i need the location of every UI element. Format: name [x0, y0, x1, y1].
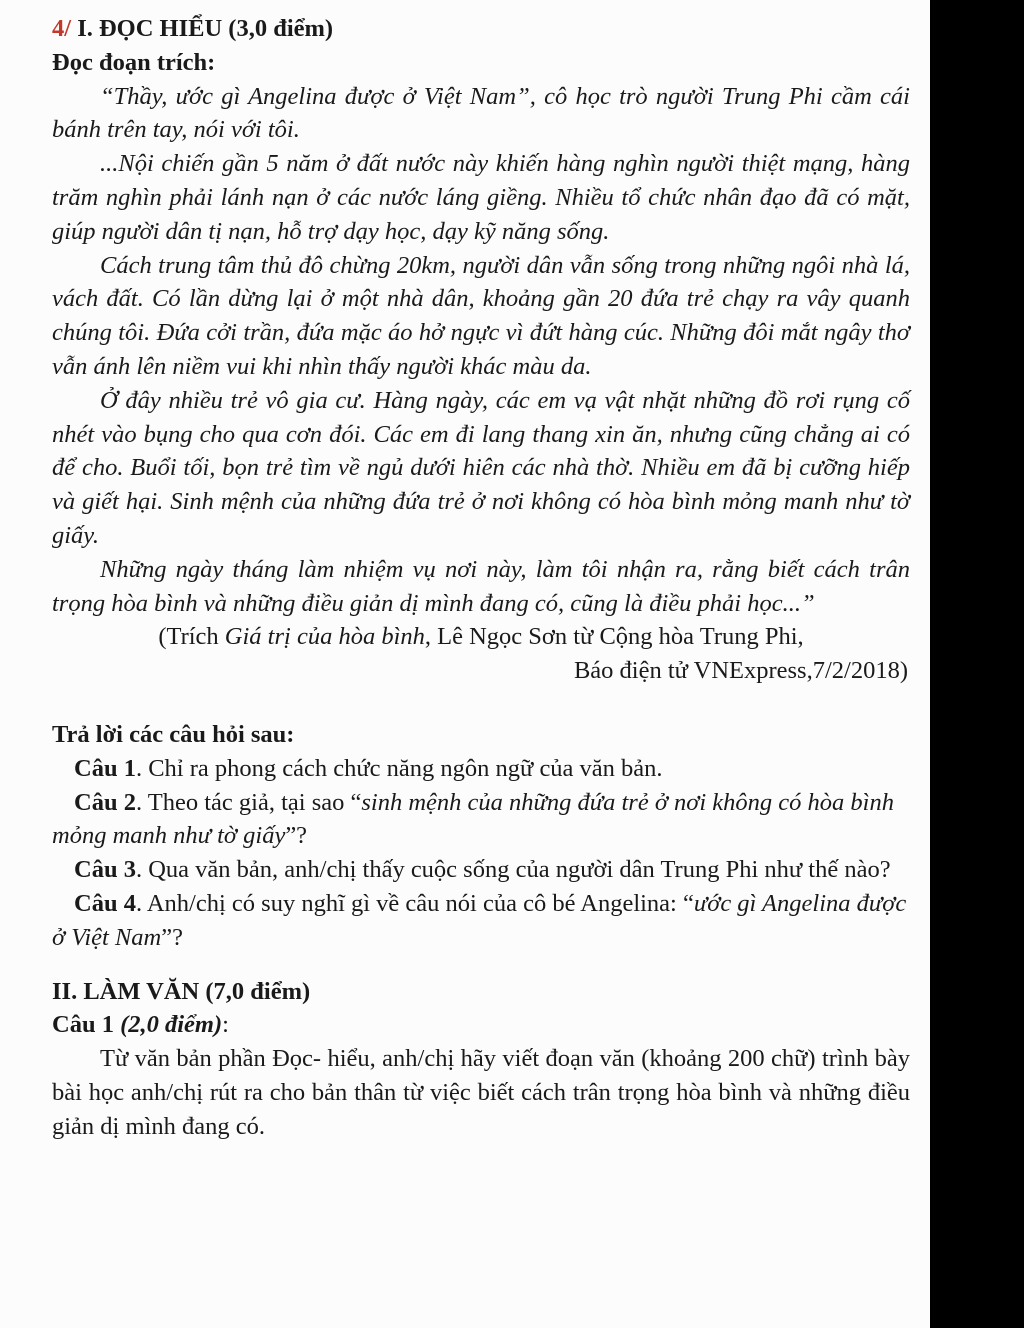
citation-line-1: (Trích Giá trị của hòa bình, Lê Ngọc Sơn từ Cộng hòa Trung Phi,	[158, 623, 804, 651]
question-2: Câu 2. Theo tác giả, tại sao “sinh mệnh của những đứa trẻ ở nơi không có hòa bình mỏng manh như tờ giấy”?	[52, 788, 894, 850]
points: (2,0 điểm)	[120, 1011, 223, 1039]
section-heading	[52, 12, 910, 46]
question-1: Câu 1. Chỉ ra phong cách chức năng ngôn ngữ của văn bản.	[74, 754, 663, 782]
section-title: I. ĐỌC HIỂU (3,0 điểm)	[77, 15, 334, 42]
excerpt-paragraph: ...Nội chiến gần 5 năm ở đất nước này khiến hàng nghìn người thiệt mạng, hàng trăm nghìn phải lánh nạn ở các nước láng giềng. Nhiều tổ chức nhân đạo đã có mặt, giúp người dân tị nạn, hỗ trợ dạy học, dạy kỹ năng sống.	[52, 150, 910, 245]
part2-question-heading: Câu 1 (2,0 điểm):	[52, 1011, 229, 1039]
excerpt-paragraph: Cách trung tâm thủ đô chừng 20km, người dân vẫn sống trong những ngôi nhà lá, vách đất. Có lần dừng lại ở một nhà dân, khoảng gần 20 đứa trẻ chạy ra vây quanh chúng tôi. Đứa cởi trần, đứa mặc áo hở ngực vì đứt hàng cúc. Những đôi mắt ngây thơ vẫn ánh lên niềm vui khi nhìn thấy người khác màu da.	[52, 251, 910, 380]
read-label: Đọc đoạn trích:	[52, 48, 216, 76]
question-3: Câu 3. Qua văn bản, anh/chị thấy cuộc sống của người dân Trung Phi như thế nào?	[74, 856, 891, 884]
excerpt-paragraph: Những ngày tháng làm nhiệm vụ nơi này, làm tôi nhận ra, rằng biết cách trân trọng hòa bình và những điều giản dị mình đang có, cũng là điều phải học...”	[52, 555, 910, 617]
excerpt-paragraph: “Thầy, ước gì Angelina được ở Việt Nam”, cô học trò người Trung Phi cầm cái bánh trên tay, nói với tôi.	[52, 82, 910, 144]
part2-question-text: Từ văn bản phần Đọc- hiểu, anh/chị hãy viết đoạn văn (khoảng 200 chữ) trình bày bài học anh/chị rút ra cho bản thân từ việc biết cách trân trọng hòa bình và những điều giản dị mình đang có.	[52, 1045, 910, 1140]
question-number: 4/	[52, 15, 72, 42]
question-list	[52, 752, 910, 955]
question-4: Câu 4. Anh/chị có suy nghĩ gì về câu nói của cô bé Angelina: “ước gì Angelina được ở Việt Nam”?	[52, 889, 907, 951]
excerpt-paragraph: Ở đây nhiều trẻ vô gia cư. Hàng ngày, các em vạ vật nhặt những đồ rơi rụng cố nhét vào bụng cho qua cơn đói. Các em đi lang thang xin ăn, nhưng cũng chẳng ai có để cho. Buổi tối, bọn trẻ tìm về ngủ dưới hiên các nhà thờ. Nhiều em đã bị cưỡng hiếp và giết hại. Sinh mệnh của những đứa trẻ ở nơi không có hòa bình mỏng manh như tờ giấy.	[52, 386, 910, 549]
questions-intro: Trả lời các câu hỏi sau:	[52, 720, 295, 748]
citation-line-2: Báo điện tử VNExpress,7/2/2018)	[573, 657, 908, 685]
source-title: Giá trị của hòa bình	[224, 623, 425, 651]
excerpt	[52, 80, 910, 621]
part2-title: II. LÀM VĂN (7,0 điểm)	[52, 977, 311, 1005]
